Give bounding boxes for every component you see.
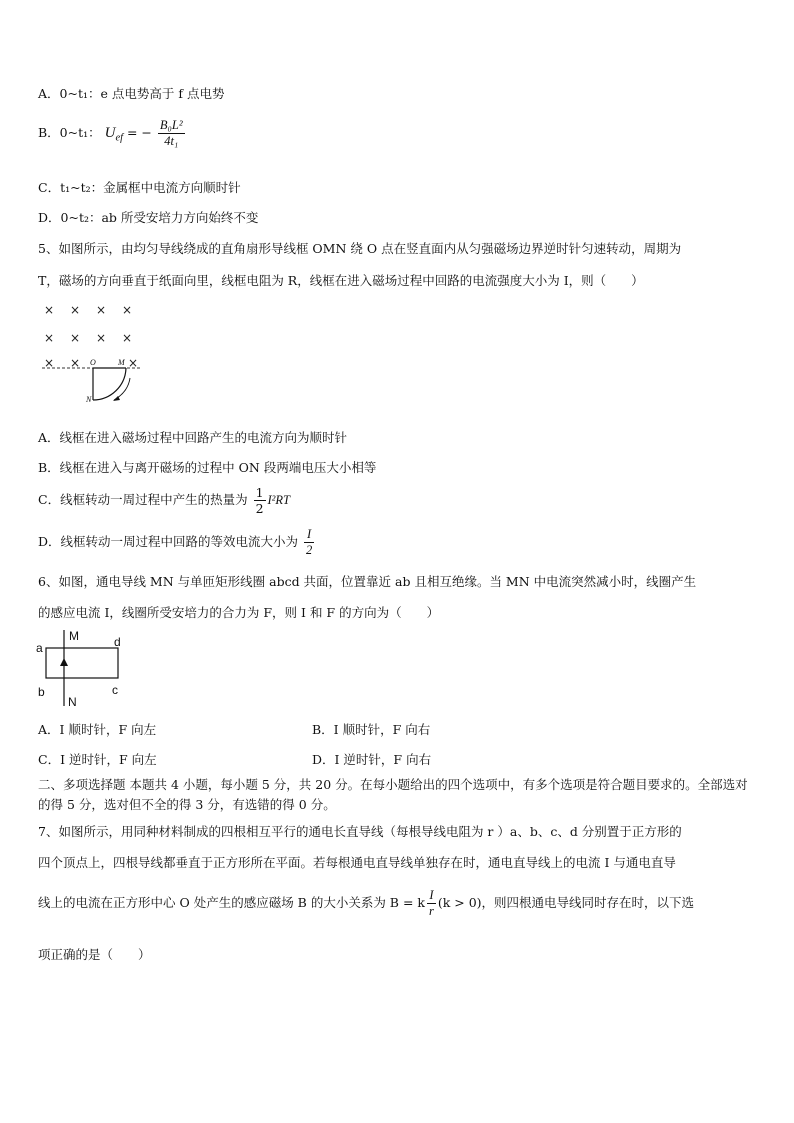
- field-cross: ×: [96, 331, 107, 345]
- fraction: $\frac{I}{r}$: [428, 888, 434, 918]
- q4-option-a: A．0~t₁：e 点电势高于 f 点电势: [38, 86, 225, 101]
- q5-stem-line2: T，磁场的方向垂直于纸面向里，线框电阻为 R，线框在进入磁场过程中回路的电流强度大小为 I，则（ ）: [38, 273, 644, 288]
- field-cross: ×: [128, 356, 139, 370]
- label-n: N: [68, 695, 77, 708]
- q6-option-b: B．I 顺时针，F 向右: [312, 722, 431, 737]
- q4-option-b: B．0~t₁： $U_{ef}$ = − $\frac{\text{B₀L²}}{\text{4t₁}}$: [38, 118, 183, 148]
- field-cross: ×: [44, 303, 55, 317]
- q5-magnetic-field-figure: [38, 300, 148, 405]
- field-cross: ×: [44, 356, 55, 370]
- q5-option-d: D．线框转动一周过程中回路的等效电流大小为 $\frac{I}{2}$: [38, 527, 313, 557]
- field-cross: ×: [122, 331, 133, 345]
- q6-option-d: D．I 逆时针，F 向右: [312, 752, 432, 767]
- section-2-instructions: 二、多项选择题 本题共 4 小题，每小题 5 分，共 20 分。在每小题给出的四个选项中，有多个选项是符合题目要求的。全部选对的得 5 分，选对但不全的得 3 分，有选错的得 0 分。: [38, 777, 748, 812]
- label-o: O: [90, 358, 96, 367]
- q4-option-c: C．t₁~t₂：金属框中电流方向顺时针: [38, 180, 241, 195]
- field-cross: ×: [70, 303, 81, 317]
- fraction: $\frac{1}{2}$: [255, 485, 264, 516]
- label-d: d: [114, 635, 121, 649]
- rotation-arrow: [114, 378, 130, 400]
- q7-stem-line4: 项正确的是（ ）: [38, 947, 151, 962]
- q7-stem-line3: 线上的电流在正方形中心 O 处产生的感应磁场 B 的大小关系为 B = k $\frac{I}{r}$ (k > 0)，则四根通电导线同时存在时，以下选: [38, 888, 695, 918]
- label-b: b: [38, 685, 45, 699]
- coil-abcd: [46, 648, 118, 678]
- q6-stem-line1: 6、如图，通电导线 MN 与单匝矩形线圈 abcd 共面，位置靠近 ab 且相互绝缘。当 MN 中电流突然减小时，线圈产生: [38, 574, 697, 589]
- fraction: $\frac{\text{B₀L²}}{\text{4t₁}}$: [159, 118, 183, 148]
- field-cross: ×: [70, 331, 81, 345]
- q6-stem-line2: 的感应电流 I，线圈所受安培力的合力为 F，则 I 和 F 的方向为（ ）: [38, 605, 440, 620]
- field-cross: ×: [122, 303, 133, 317]
- section-heading: 二、多项选择题: [38, 777, 126, 792]
- q6-option-c: C．I 逆时针，F 向左: [38, 752, 157, 767]
- q7-stem-line1: 7、如图所示，用同种材料制成的四根相互平行的通电长直导线（每根导线电阻为 r ）a、b、c、d 分别置于正方形的: [38, 824, 682, 839]
- q5-option-a: A．线框在进入磁场过程中回路产生的电流方向为顺时针: [38, 430, 348, 445]
- label-m: M: [69, 629, 79, 643]
- label-m: M: [118, 358, 125, 367]
- fraction: $\frac{I}{2}$: [306, 527, 313, 557]
- q4-option-d: D．0~t₂：ab 所受安培力方向始终不变: [38, 210, 259, 225]
- q6-coil-figure: [34, 626, 134, 708]
- label-n: N: [86, 395, 92, 404]
- q5-option-b: B．线框在进入与离开磁场的过程中 ON 段两端电压大小相等: [38, 460, 377, 475]
- q5-stem-line1: 5、如图所示，由均匀导线绕成的直角扇形导线框 OMN 绕 O 点在竖直面内从匀强磁场边界逆时针匀速转动，周期为: [38, 241, 682, 256]
- field-cross: ×: [96, 303, 107, 317]
- q7-stem-line2: 四个顶点上，四根导线都垂直于正方形所在平面。若每根通电直导线单独存在时，通电直导线上的电流 I 与通电直导: [38, 855, 676, 870]
- q5-option-c: C．线框转动一周过程中产生的热量为 $\frac{1}{2}$ I²RT: [38, 485, 291, 516]
- current-arrow: [60, 658, 68, 666]
- field-cross: ×: [70, 356, 81, 370]
- label-a: a: [36, 641, 43, 655]
- q6-option-a: A．I 顺时针，F 向左: [38, 722, 157, 737]
- label-c: c: [112, 683, 118, 697]
- field-cross: ×: [44, 331, 55, 345]
